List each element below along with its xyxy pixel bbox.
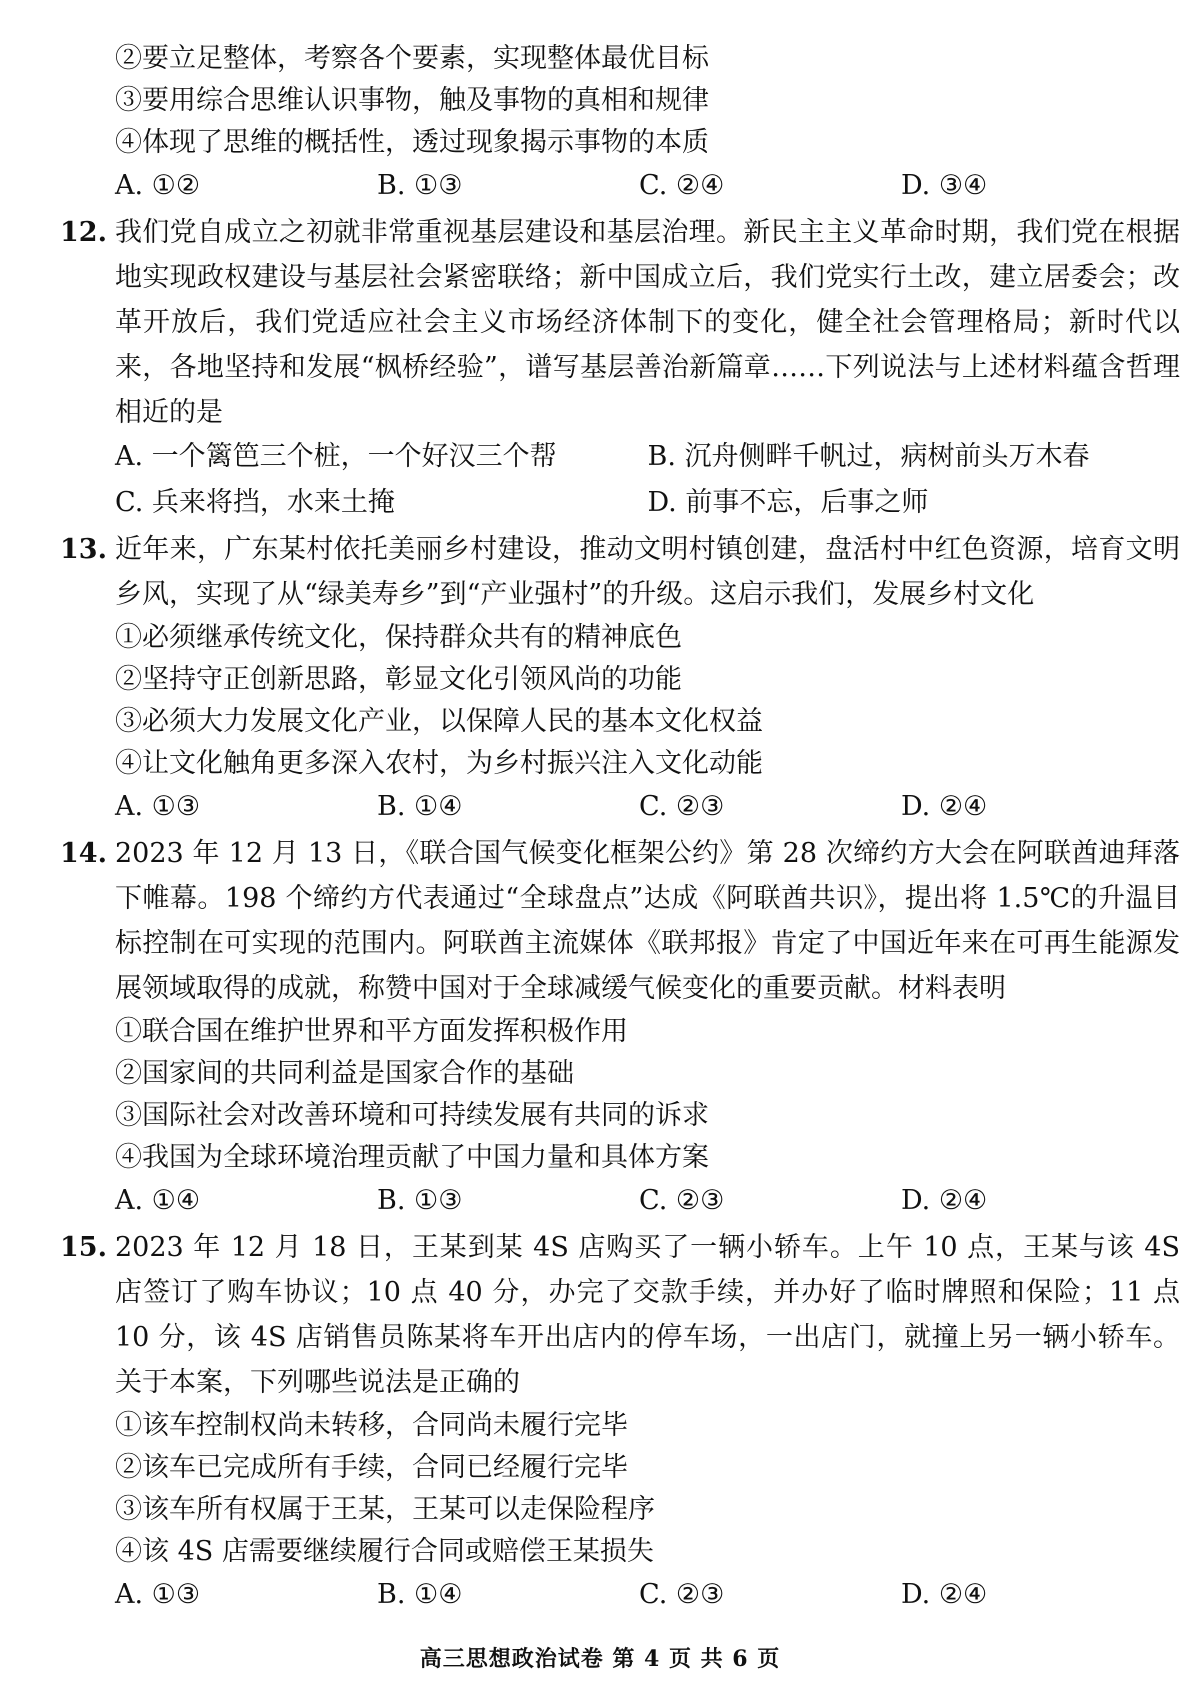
q11-option-c: C. ②④ [639,170,725,201]
q13-option-d: D. ②④ [901,791,988,822]
q15-item-1: ①该车控制权尚未转移，合同尚未履行完毕 [115,1410,628,1441]
q11-option-b: B. ①③ [377,170,463,201]
q12-option-c: C. 兵来将挡，水来土掩 [115,487,395,518]
q11-item-3: ③要用综合思维认识事物，触及事物的真相和规律 [115,85,709,116]
q15-item-4: ④该 4S 店需要继续履行合同或赔偿王某损失 [115,1536,654,1567]
q13-option-c: C. ②③ [639,791,725,822]
q11-item-4: ④体现了思维的概括性，透过现象揭示事物的本质 [115,127,709,158]
q14-option-b: B. ①③ [377,1185,463,1216]
q15-number: 15. [60,1232,107,1263]
q15-option-d: D. ②④ [901,1579,988,1610]
q15-option-b: B. ①④ [377,1579,463,1610]
question-15 [60,1225,1180,1617]
q12-stem-text: 我们党自成立之初就非常重视基层建设和基层治理。新民主主义革命时期，我们党在根据地实现政权建设与基层社会紧密联络；新中国成立后，我们党实行土改，建立居委会；改革开放后，我们党适应社会主义市场经济体制下的变化，健全社会管理格局；新时代以来，各地坚持和发展“枫桥经验”，谱写基层善治新篇章……下列说法与上述材料蕴含哲理相近的是 [115,217,1180,428]
q15-option-c: C. ②③ [639,1579,725,1610]
q13-number: 13. [60,534,107,565]
q12-options-row-2 [60,481,1180,525]
q15-item-3: ③该车所有权属于王某，王某可以走保险程序 [115,1494,655,1525]
q11-options [60,164,1180,208]
q13-stem-text: 近年来，广东某村依托美丽乡村建设，推动文明村镇创建，盘活村中红色资源，培育文明乡风，实现了从“绿美寿乡”到“产业强村”的升级。这启示我们，发展乡村文化 [115,534,1180,610]
q14-option-a: A. ①④ [115,1185,201,1216]
q12-option-a: A. 一个篱笆三个桩，一个好汉三个帮 [115,441,557,472]
q15-stem-text: 2023 年 12 月 18 日，王某到某 4S 店购买了一辆小轿车。上午 10 点，王某与该 4S 店签订了购车协议；10 点 40 分，办完了交款手续，并办好了临时牌照和保险；11 点 10 分，该 4S 店销售员陈某将车开出店内的停车场，一出店门，就撞上另一辆小轿车。关于本案，下列哪些说法是正确的 [115,1232,1180,1398]
q13-item-4: ④让文化触角更多深入农村，为乡村振兴注入文化动能 [115,748,763,779]
q12-options-row-1 [60,435,1180,479]
q14-options [60,1179,1180,1223]
question-12 [60,210,1180,525]
q15-stem [60,1225,1180,1405]
q11-item-2: ②要立足整体，考察各个要素，实现整体最优目标 [115,43,709,74]
q14-stem [60,831,1180,1011]
q15-option-a: A. ①③ [115,1579,201,1610]
q15-item-2: ②该车已完成所有手续，合同已经履行完毕 [115,1452,628,1483]
q13-options [60,785,1180,829]
q11-option-d: D. ③④ [901,170,988,201]
q12-stem [60,210,1180,435]
q14-item-4: ④我国为全球环境治理贡献了中国力量和具体方案 [115,1142,709,1173]
page-content [60,38,1180,1619]
question-14 [60,831,1180,1223]
q13-item-3: ③必须大力发展文化产业，以保障人民的基本文化权益 [115,706,763,737]
q14-item-1: ①联合国在维护世界和平方面发挥积极作用 [115,1016,628,1047]
q12-option-b: B. 沉舟侧畔千帆过，病树前头万木春 [647,441,1090,472]
q13-item-1: ①必须继承传统文化，保持群众共有的精神底色 [115,622,682,653]
q14-option-d: D. ②④ [901,1185,988,1216]
q14-stem-text: 2023 年 12 月 13 日，《联合国气候变化框架公约》第 28 次缔约方大会在阿联酋迪拜落下帷幕。198 个缔约方代表通过“全球盘点”达成《阿联酋共识》，提出将 1.5℃的升温目标控制在可实现的范围内。阿联酋主流媒体《联邦报》肯定了中国近年来在可再生能源发展领域取得的成就，称赞中国对于全球减缓气候变化的重要贡献。材料表明 [115,838,1180,1004]
q12-number: 12. [60,217,107,248]
q13-item-2: ②坚持守正创新思路，彰显文化引领风尚的功能 [115,664,682,695]
q11-option-a: A. ①② [115,170,201,201]
q13-option-b: B. ①④ [377,791,463,822]
q15-options [60,1573,1180,1617]
question-11-tail [60,38,1180,208]
q12-option-d: D. 前事不忘，后事之师 [647,487,929,518]
question-13 [60,527,1180,829]
q13-stem [60,527,1180,617]
q14-option-c: C. ②③ [639,1185,725,1216]
page-footer: 高三思想政治试卷 第 4 页 共 6 页 [419,1646,781,1672]
q14-item-3: ③国际社会对改善环境和可持续发展有共同的诉求 [115,1100,709,1131]
q13-option-a: A. ①③ [115,791,201,822]
q14-number: 14. [60,838,107,869]
q14-item-2: ②国家间的共同利益是国家合作的基础 [115,1058,574,1089]
